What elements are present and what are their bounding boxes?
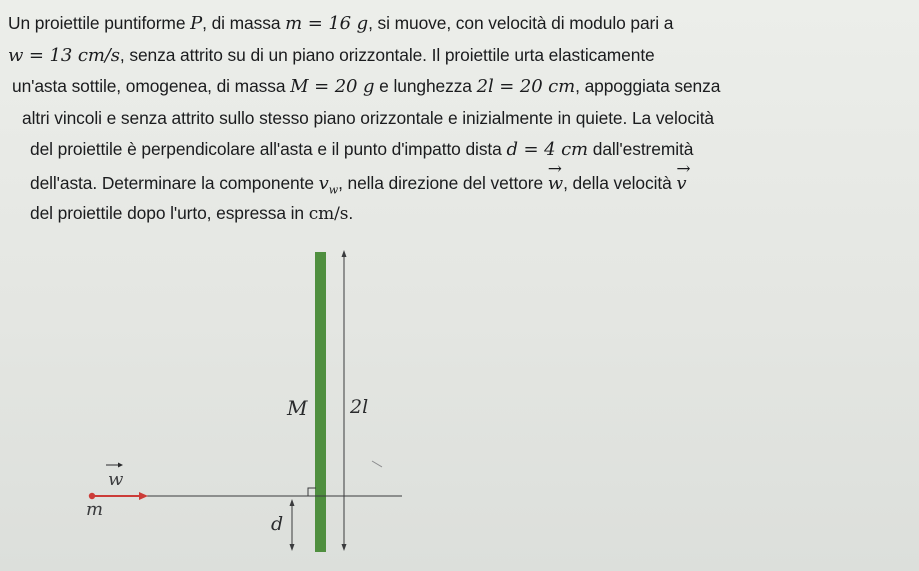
velocity-arrow-head bbox=[139, 492, 148, 500]
problem-statement bbox=[8, 8, 908, 229]
text: , appoggiata senza bbox=[575, 76, 721, 97]
text: Un proiettile puntiforme bbox=[8, 13, 191, 33]
math-mass-m: m = 16 g bbox=[285, 13, 369, 34]
math-unit: cm/s bbox=[308, 203, 349, 224]
label-d: d bbox=[271, 513, 284, 535]
length-arrow-head-bottom bbox=[342, 544, 347, 551]
tick-mark bbox=[372, 461, 382, 467]
distance-arrow-head-top bbox=[290, 499, 295, 506]
math-v: v bbox=[318, 172, 329, 194]
math-P: P bbox=[190, 13, 203, 34]
vector-w: → w bbox=[548, 166, 563, 200]
text: e lunghezza bbox=[374, 76, 477, 97]
text: del proiettile dopo l'urto, espressa in bbox=[30, 202, 309, 223]
label-w: w bbox=[108, 469, 124, 490]
text: dall'estremità bbox=[588, 139, 694, 160]
text: , nella direzione del vettore bbox=[338, 172, 548, 193]
vector-v: → v bbox=[676, 166, 686, 200]
rod bbox=[315, 252, 326, 552]
diagram bbox=[0, 240, 460, 571]
text: , si muove, con velocità di modulo pari a bbox=[368, 13, 674, 33]
text: del proiettile è perpendicolare all'asta e il punto d'impatto dista bbox=[30, 139, 507, 160]
text: , della velocità bbox=[563, 172, 677, 193]
length-arrow-head-top bbox=[342, 250, 347, 257]
text: , senza attrito su di un piano orizzontale. Il proiettile urta elasticamente bbox=[119, 44, 655, 65]
w-vector-arrow-head bbox=[118, 463, 123, 468]
text: , di massa bbox=[202, 13, 286, 33]
text: dell'asta. Determinare la componente bbox=[30, 172, 319, 193]
text: altri vincoli e senza attrito sullo stesso piano orizzontale e inizialmente in quiete. La velocità bbox=[22, 107, 714, 128]
problem-line-4 bbox=[8, 103, 908, 135]
label-2l: 2l bbox=[350, 396, 369, 418]
right-angle-marker bbox=[308, 488, 316, 496]
diagram-svg bbox=[0, 240, 460, 571]
text: un'asta sottile, omogenea, di massa bbox=[12, 76, 291, 97]
problem-line-7 bbox=[8, 198, 908, 230]
problem-line-5 bbox=[8, 134, 908, 166]
distance-arrow-head-bottom bbox=[290, 544, 295, 551]
problem-line-6 bbox=[8, 166, 908, 198]
label-M: M bbox=[287, 396, 308, 420]
math-v-w bbox=[318, 172, 339, 197]
math-subscript-w: w bbox=[328, 183, 339, 197]
problem-line-3 bbox=[8, 71, 908, 103]
math-distance-d: d = 4 cm bbox=[506, 139, 589, 161]
problem-line-2 bbox=[8, 40, 908, 72]
math-length-2l: 2l = 20 cm bbox=[476, 76, 576, 98]
problem-line-1 bbox=[8, 8, 908, 40]
math-speed-w: w = 13 cm/s bbox=[8, 44, 120, 66]
math-mass-M: M = 20 g bbox=[290, 76, 375, 98]
text: . bbox=[348, 202, 354, 223]
label-m: m bbox=[86, 499, 104, 520]
